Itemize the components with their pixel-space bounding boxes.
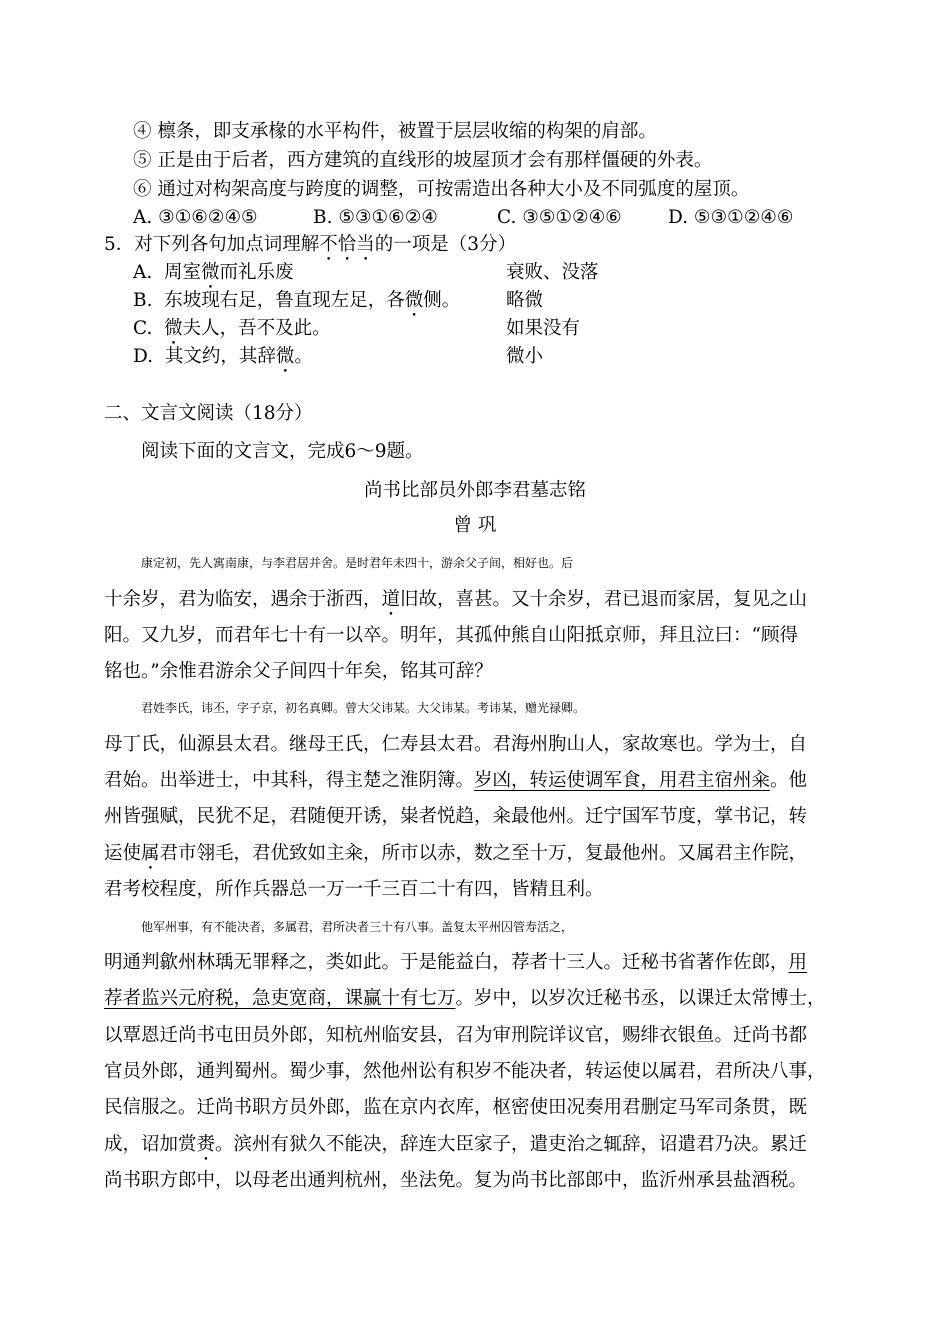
passage-text: 运使 [104, 843, 142, 864]
passage-line [104, 586, 844, 620]
passage-emphasis: 赉 [196, 1134, 216, 1155]
passage-line: 州皆强赋，民犹不足，君随便开诱，粜者悦趋，籴最他州。迁宁国军节度，掌书记，转 [104, 806, 808, 827]
passage-line: 君考校程度，所作兵器总一万一千三百二十有四，皆精且利。 [104, 879, 604, 900]
q5-stem-score: 的一项是（3分） [374, 234, 517, 255]
q4-option-d: D. ⑤③①②④⑥ [668, 207, 794, 228]
q5-item-text: 而礼乐废 [219, 262, 294, 283]
q5-item-emphasis: 微 [201, 262, 220, 283]
passage-line [104, 985, 844, 1013]
passage-line: 他军州事，有不能决者，多属君，君所决者三十有八事。盖复太平州囚管寿活之， [141, 920, 574, 934]
passage-text: 。滨州有狱久不能决，辞连大臣家子，遣吏治之辄辞，诏遣君乃决。累迁 [215, 1134, 808, 1155]
passage-line: 官员外郎，通判蜀州。蜀少事，然他州讼有积岁不能决者，转运使以属君，君所决八事， [104, 1061, 826, 1082]
q5-item-label: A. [133, 262, 153, 283]
passage-line: 君姓李氏，讳丕，字子京，初名真卿。曾大父讳某。大父讳某。考讳某，赠光禄卿。 [141, 701, 586, 715]
q4-option-a: A. ③①⑥②④⑤ [133, 207, 258, 228]
passage-text: 。他 [770, 770, 808, 791]
q5-answer-d: 微小 [506, 346, 544, 367]
passage-line: 母丁氏，仙源县太君。继母王氏，仁寿县太君。君海州朐山人，家故寒也。学为士，自 [104, 734, 808, 755]
passage-underlined: 用 [788, 952, 808, 973]
q5-item-label: C. [133, 318, 153, 339]
passage-emphasis: 道 [381, 589, 401, 610]
section-heading: 二、文言文阅读（18分） [104, 403, 313, 424]
q5-item-emphasis: 微 [164, 318, 183, 339]
passage-line [104, 1131, 844, 1165]
passage-line: 康定初，先人寓南康，与李君居并舍。是时君年未四十，游余父子间，相好也。后 [141, 556, 574, 570]
passage-line: 铭也。”余惟君游余父子间四十年矣，铭其可辞？ [104, 661, 493, 682]
passage-text: 旧故，喜甚。又十余岁，君已退而家居，复见之山 [400, 589, 808, 610]
q5-item-label: B. [133, 290, 153, 311]
passage-text: 十余岁，君为临安，遇余于浙西， [104, 589, 382, 610]
passage-underlined: 荐者监兴元府税，急吏宽商，课赢十有七万 [104, 988, 456, 1009]
passage-emphasis: 属 [141, 843, 160, 864]
passage-line [104, 767, 844, 795]
q5-item-text: 东坡现右足，鲁直现左足，各 [164, 290, 405, 311]
passage-line: 尚书职方郎中，以母老出通判杭州，坐法免。复为尚书比部郎中，监沂州承县盐酒税。 [104, 1170, 808, 1191]
passage-text: 成，诏加赏 [104, 1134, 197, 1155]
passage-text: 君始。出举进士，中其科，得主楚之淮阴簿。 [104, 770, 475, 791]
q5-answer-c: 如果没有 [506, 318, 581, 339]
q5-item-text: 周室 [164, 262, 202, 283]
q4-option-c: C. ③⑤①②④⑥ [497, 207, 622, 228]
q5-item-text: 。 [294, 346, 313, 367]
q5-item-emphasis: 微 [404, 290, 424, 311]
q5-answer-a: 衰败、没落 [506, 262, 599, 283]
passage-line: 以覃恩迁尚书屯田员外郎，知杭州临安县，召为审刑院详议官，赐绯衣银鱼。迁尚书都 [104, 1025, 808, 1046]
q5-answer-b: 略微 [506, 290, 544, 311]
q5-item-text: 其文约，其辞 [164, 346, 276, 367]
q5-item-d [133, 343, 313, 377]
passage-line: 阳。又九岁，而君年七十有一以卒。明年，其孤仲熊自山阳抵京师，拜且泣曰：“顾得 [104, 625, 798, 646]
passage-text: 。岁中，以岁次迁秘书丞，以课迁太常博士， [455, 988, 826, 1009]
passage-line [104, 840, 844, 874]
q4-sentence-5: ⑤ 正是由于后者，西方建筑的直线形的坡屋顶才会有那样僵硬的外表。 [133, 150, 713, 171]
passage-text: 明通判歙州林瑀无罪释之，类如此。于是能益白，荐者十三人。迁秘书省著作佐郎， [104, 952, 789, 973]
q5-item-text: 夫人，吾不及此。 [182, 318, 331, 339]
q5-stem-text: 5．对下列各句加点词理解 [104, 234, 320, 255]
passage-text: 君市翎毛，君优致如主籴，所市以赤，数之至十万，复最他州。又属君主作院， [159, 843, 808, 864]
passage-author: 曾 巩 [453, 515, 497, 536]
q4-sentence-4: ④ 檩条，即支承椽的水平构件，被置于层层收缩的构架的肩部。 [133, 121, 657, 142]
passage-underlined: 岁凶，转运使调军食，用君主宿州籴 [474, 770, 771, 791]
q4-sentence-6: ⑥ 通过对构架高度与跨度的调整，可按需造出各种大小及不同弧度的屋顶。 [133, 179, 750, 200]
passage-line [104, 949, 844, 977]
q4-option-b: B. ⑤③①⑥②④ [313, 207, 438, 228]
section-instruction: 阅读下面的文言文，完成6～9题。 [141, 441, 424, 462]
passage-line: 民信服之。迁尚书职方员外郎，监在京内衣库，枢密使田况奏用君删定马军司条贯，既 [104, 1097, 808, 1118]
q5-stem-emphasis: 不恰当 [319, 234, 375, 255]
q5-item-text: 侧。 [423, 290, 461, 311]
q5-item-emphasis: 微 [275, 346, 295, 367]
q5-item-label: D. [133, 346, 154, 367]
passage-title: 尚书比部员外郎李君墓志铭 [363, 480, 586, 501]
